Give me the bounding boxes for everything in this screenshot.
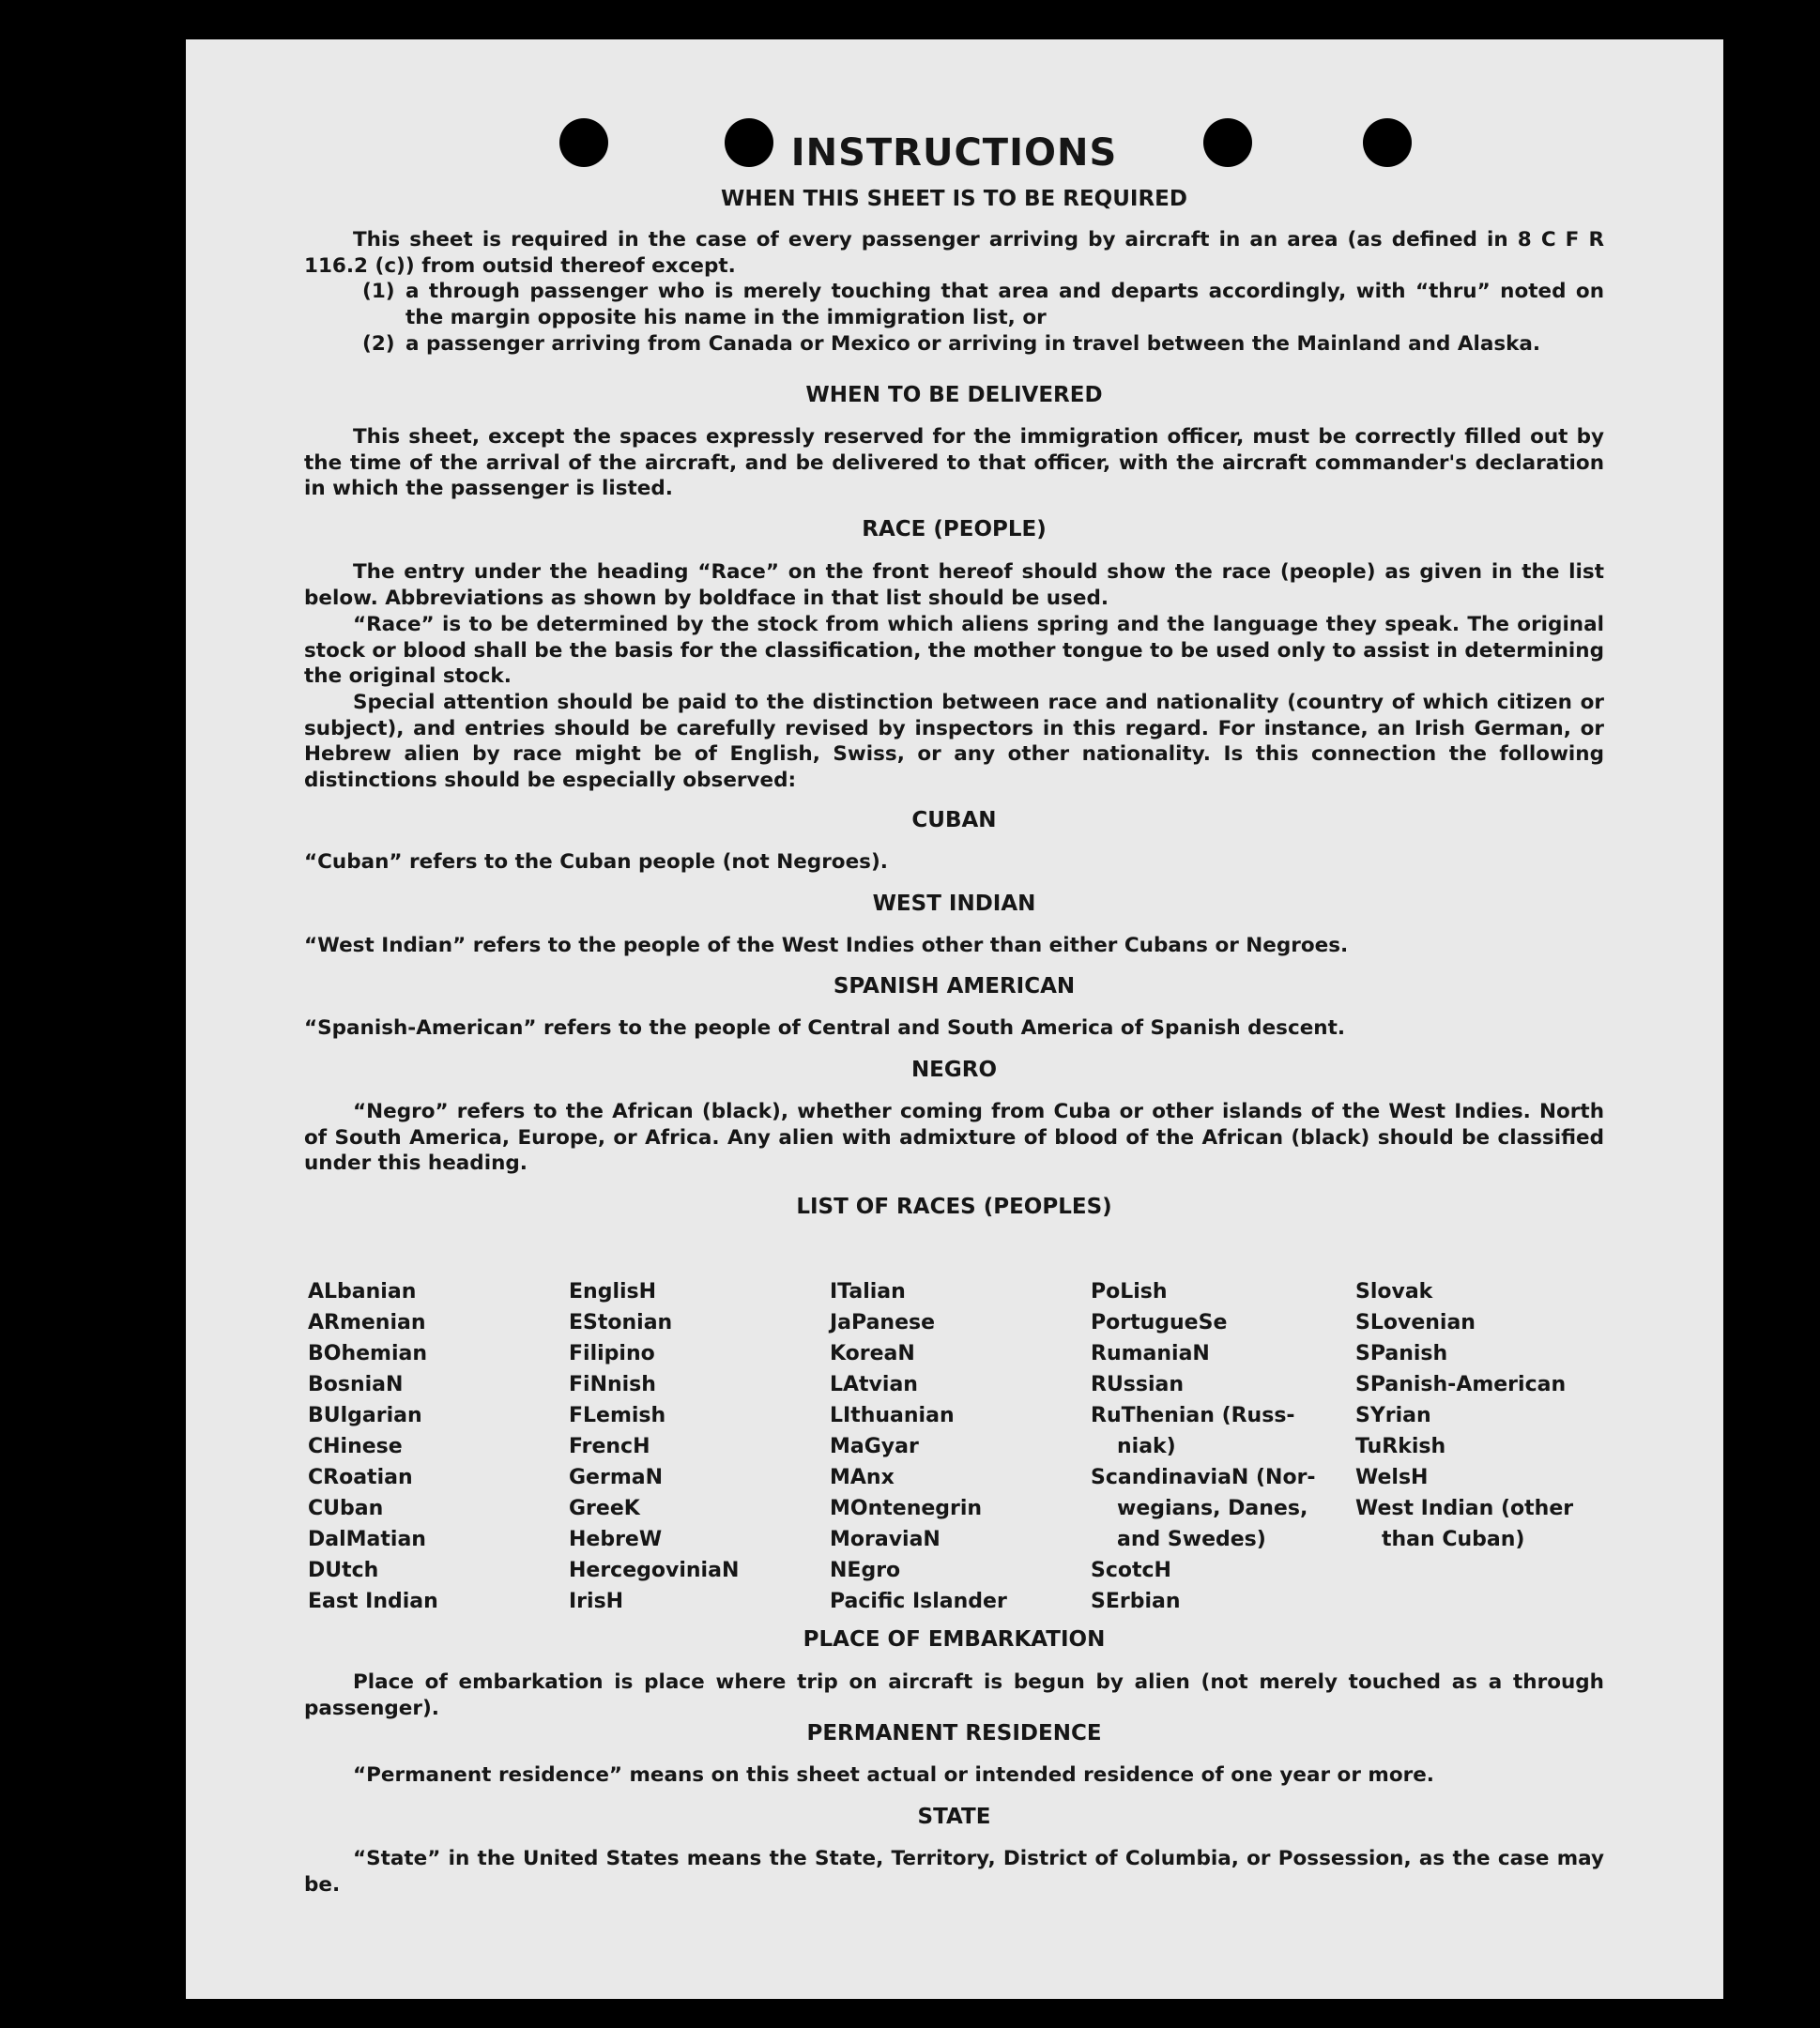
exception-item	[362, 331, 1604, 358]
race-item: GermaN	[569, 1466, 664, 1489]
exception-item	[362, 279, 1604, 330]
race-item: WelsH	[1355, 1466, 1429, 1489]
race-item: FLemish	[569, 1404, 666, 1427]
race-item: East Indian	[308, 1590, 438, 1613]
race-item: BUlgarian	[308, 1404, 422, 1427]
exception-number: (2)	[362, 332, 395, 356]
race-item-continued: niak)	[1117, 1435, 1176, 1458]
race-paragraph-2: “Race” is to be determined by the stock from which aliens spring and the language they speak. The original stock or blood shall be the basis for the classification, the mother tongue to be used only to assist in determining the original stock.	[304, 613, 1604, 688]
heading-list-of-races: LIST OF RACES (PEOPLES)	[796, 1195, 1112, 1219]
race-item: ITalian	[830, 1280, 906, 1304]
race-item: RumaniaN	[1091, 1342, 1210, 1365]
race-item: RUssian	[1091, 1373, 1185, 1396]
race-item: MaGyar	[830, 1435, 919, 1458]
race-paragraph-3: Special attention should be paid to the distinction between race and nationality (country of which citizen or subject), and entries should be carefully revised by inspectors in this regard. For instance, an Irish German, or Hebrew alien by race might be of English, Swiss, or any other nationality. Is this connection the following distinctions should be especially observed:	[304, 691, 1604, 792]
race-item: PortugueSe	[1091, 1311, 1228, 1334]
spanish-american-paragraph: “Spanish-American” refers to the people of Central and South America of Spanish descent.	[304, 1016, 1346, 1040]
heading-when-required: WHEN THIS SHEET IS TO BE REQUIRED	[721, 187, 1187, 211]
cuban-paragraph: “Cuban” refers to the Cuban people (not Negroes).	[304, 850, 888, 874]
race-column	[308, 1276, 561, 1617]
heading-cuban: CUBAN	[911, 808, 997, 832]
heading-place-of-embarkation: PLACE OF EMBARKATION	[803, 1627, 1106, 1652]
page-title: INSTRUCTIONS	[790, 131, 1118, 175]
race-item-continued: and Swedes)	[1117, 1528, 1266, 1551]
race-item: JaPanese	[830, 1311, 936, 1334]
race-item: ScotcH	[1091, 1559, 1171, 1582]
race-item: CRoatian	[308, 1466, 413, 1489]
race-item: Pacific Islander	[830, 1590, 1007, 1613]
race-item: DUtch	[308, 1559, 379, 1582]
race-item: Slovak	[1355, 1280, 1433, 1304]
race-item: EStonian	[569, 1311, 673, 1334]
heading-permanent-residence: PERMANENT RESIDENCE	[806, 1721, 1102, 1746]
race-item: ARmenian	[308, 1311, 426, 1334]
race-column	[1355, 1276, 1609, 1555]
race-item: SPanish	[1355, 1342, 1448, 1365]
race-item: SPanish-American	[1355, 1373, 1567, 1396]
race-item-continued: wegians, Danes,	[1117, 1497, 1308, 1520]
race-item: LIthuanian	[830, 1404, 955, 1427]
heading-negro: NEGRO	[910, 1058, 998, 1082]
race-item: FrencH	[569, 1435, 650, 1458]
exception-text: a through passenger who is merely touching that area and departs accordingly, with “thru” noted on the margin opposite his name in the immigration list, or	[405, 280, 1604, 329]
race-item: SLovenian	[1355, 1311, 1476, 1334]
race-item: MAnx	[830, 1466, 895, 1489]
race-item: KoreaN	[830, 1342, 915, 1365]
race-item: DalMatian	[308, 1528, 426, 1551]
race-item-continued: than Cuban)	[1382, 1528, 1525, 1551]
race-item: SErbian	[1091, 1590, 1181, 1613]
race-item: CUban	[308, 1497, 384, 1520]
race-item: West Indian (other	[1355, 1497, 1574, 1520]
heading-when-delivered: WHEN TO BE DELIVERED	[805, 383, 1103, 407]
race-item: HebreW	[569, 1528, 663, 1551]
residence-paragraph: “Permanent residence” means on this sheet actual or intended residence of one year or more.	[353, 1763, 1434, 1787]
race-item: FiNnish	[569, 1373, 656, 1396]
race-item: SYrian	[1355, 1404, 1431, 1427]
required-paragraph: This sheet is required in the case of every passenger arriving by aircraft in an area (as defined in 8 C F R 116.2 (c)) from outsid thereof except.	[304, 228, 1604, 278]
race-item: HercegoviniaN	[569, 1559, 740, 1582]
heading-spanish-american: SPANISH AMERICAN	[833, 974, 1076, 999]
state-paragraph: “State” in the United States means the State, Territory, District of Columbia, or Possession, as the case may be.	[304, 1847, 1604, 1897]
exception-text: a passenger arriving from Canada or Mexico or arriving in travel between the Mainland and Alaska.	[405, 332, 1541, 356]
race-item: LAtvian	[830, 1373, 918, 1396]
race-column	[569, 1276, 822, 1617]
embarkation-paragraph: Place of embarkation is place where trip on aircraft is begun by alien (not merely touched as a through passenger).	[304, 1670, 1604, 1720]
heading-west-indian: WEST INDIAN	[872, 892, 1036, 916]
race-item: NEgro	[830, 1559, 901, 1582]
race-item: MOntenegrin	[830, 1497, 983, 1520]
race-column	[1091, 1276, 1344, 1617]
race-item: PoLish	[1091, 1280, 1168, 1304]
race-column	[830, 1276, 1083, 1617]
race-item: EnglisH	[569, 1280, 657, 1304]
race-item: ALbanian	[308, 1280, 417, 1304]
race-item: RuThenian (Russ-	[1091, 1404, 1295, 1427]
negro-paragraph: “Negro” refers to the African (black), whether coming from Cuba or other islands of the West Indies. North of South America, Europe, or Africa. Any alien with admixture of blood of the African (black) should be classified under this heading.	[304, 1100, 1604, 1175]
race-item: BOhemian	[308, 1342, 428, 1365]
exception-number: (1)	[362, 280, 395, 303]
heading-state: STATE	[917, 1805, 991, 1829]
instruction-sheet	[186, 39, 1723, 1999]
heading-race: RACE (PEOPLE)	[862, 517, 1047, 541]
race-item: Filipino	[569, 1342, 655, 1365]
race-item: CHinese	[308, 1435, 403, 1458]
race-item: GreeK	[569, 1497, 640, 1520]
west-indian-paragraph: “West Indian” refers to the people of the West Indies other than either Cubans or Negroes.	[304, 934, 1349, 957]
race-item: ScandinaviaN (Nor-	[1091, 1466, 1316, 1489]
race-item: TuRkish	[1355, 1435, 1446, 1458]
race-item: BosniaN	[308, 1373, 404, 1396]
delivered-paragraph: This sheet, except the spaces expressly reserved for the immigration officer, must be correctly filled out by the time of the arrival of the aircraft, and be delivered to that officer, with the aircraft commander's declaration in which the passenger is listed.	[304, 425, 1604, 500]
race-paragraph-1: The entry under the heading “Race” on the front hereof should show the race (people) as given in the list below. Abbreviations as shown by boldface in that list should be used.	[304, 560, 1604, 610]
race-item: IrisH	[569, 1590, 624, 1613]
race-item: MoraviaN	[830, 1528, 941, 1551]
